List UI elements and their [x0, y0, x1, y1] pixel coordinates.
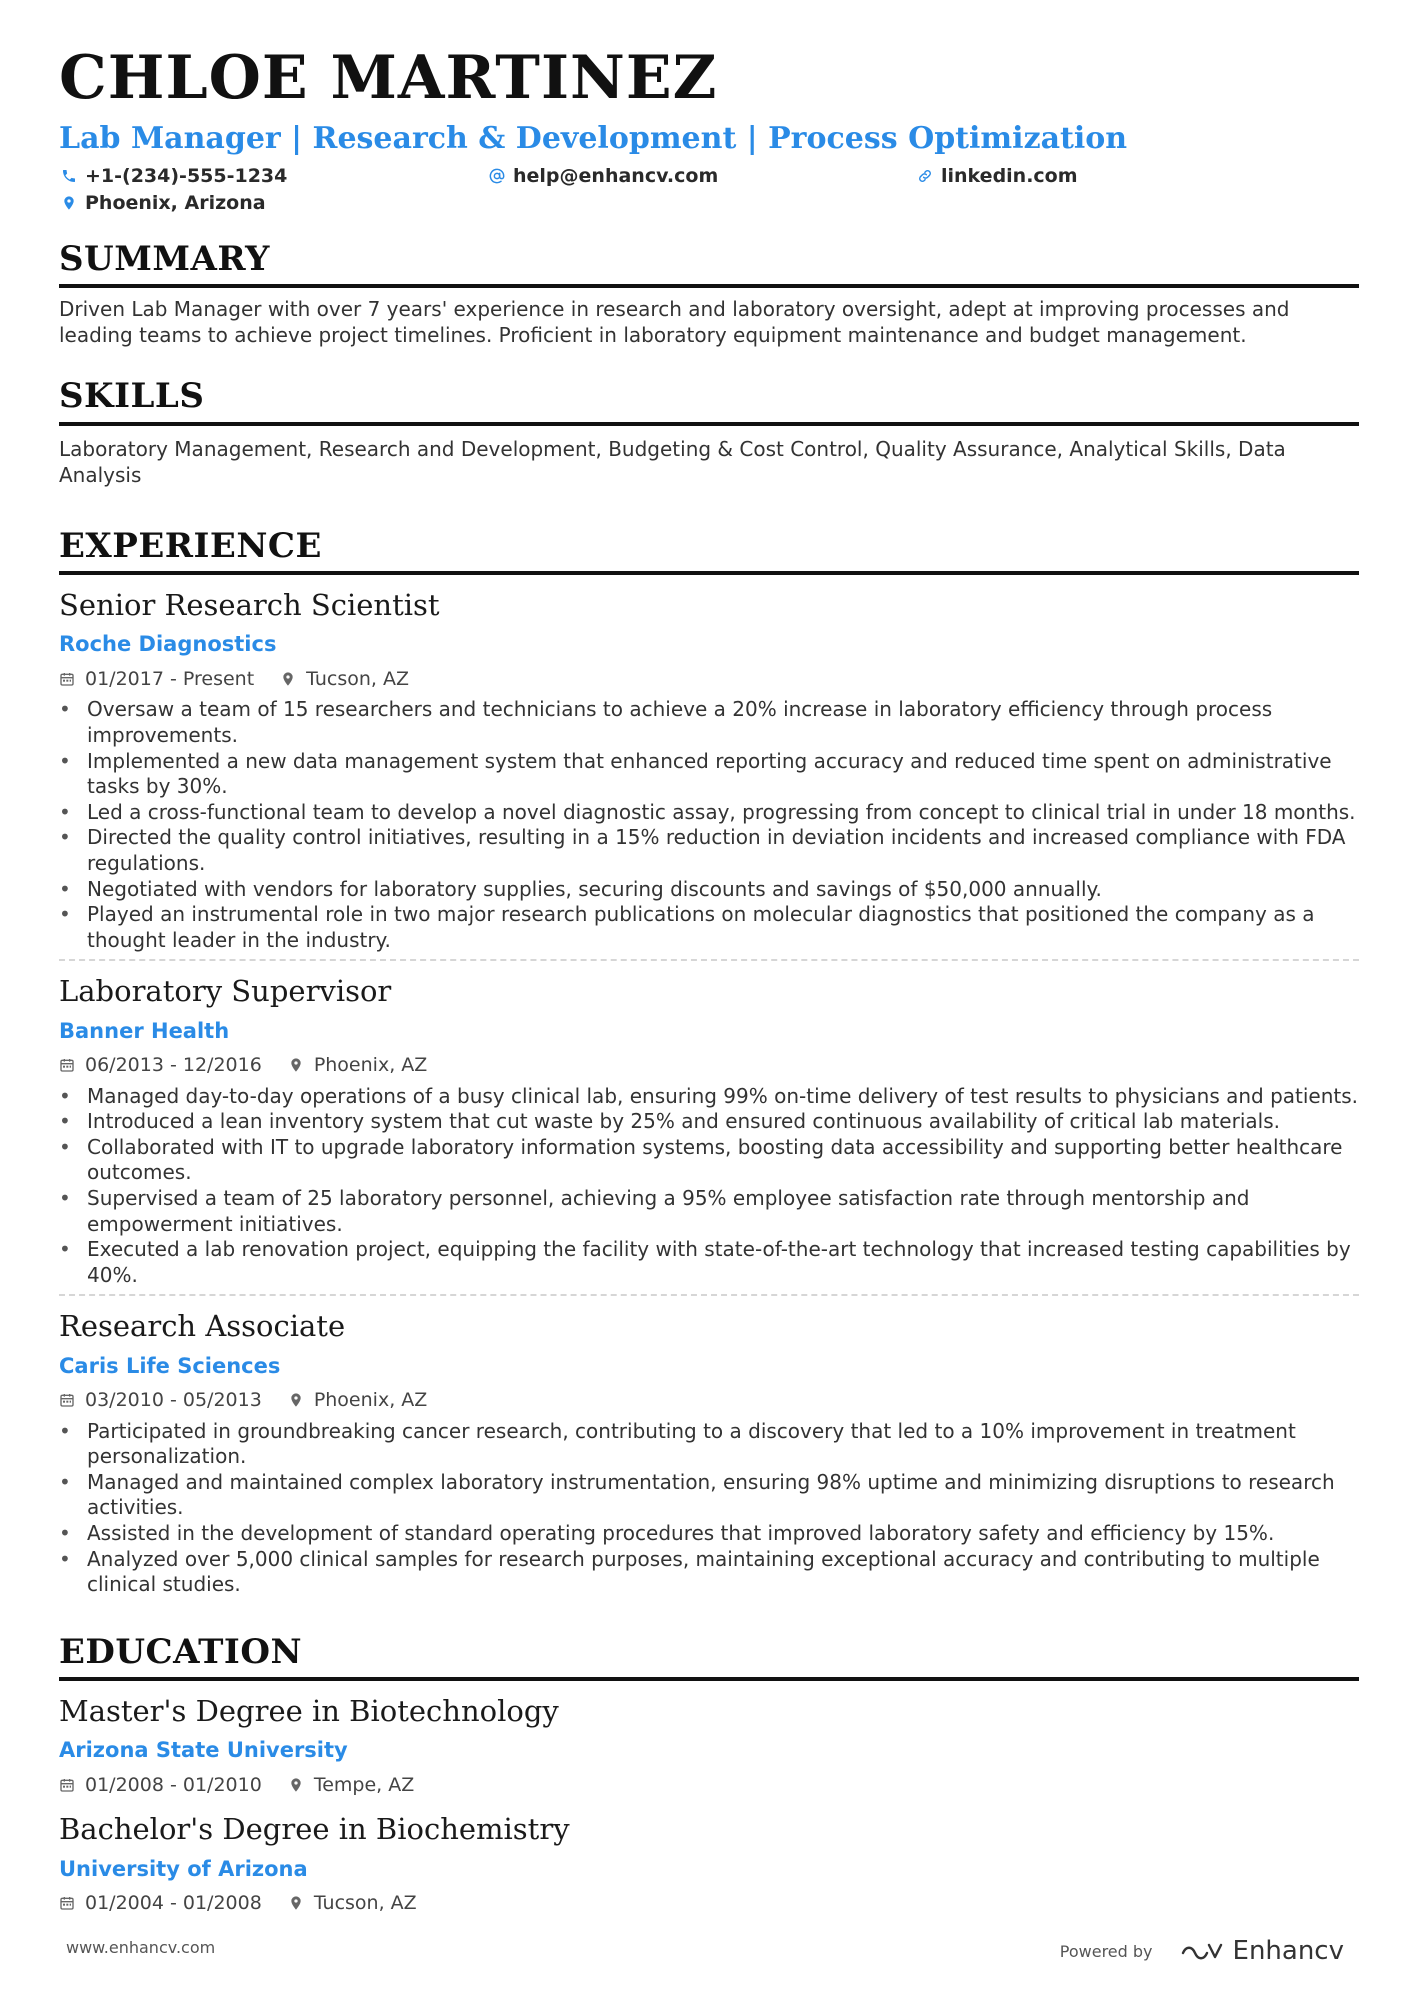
- job-location: [288, 1053, 427, 1078]
- education-meta: [59, 1891, 1359, 1916]
- bullet-item: • Supervised a team of 25 laboratory personnel, achieving a 95% employee satisfaction rate through mentorship and empowerment initiatives.: [59, 1186, 1359, 1237]
- education-heading: EDUCATION: [59, 1631, 303, 1672]
- education-location: [288, 1773, 414, 1798]
- footer-website[interactable]: www.enhancv.com: [66, 1938, 216, 1957]
- location-pin-icon: [288, 1057, 304, 1073]
- job-meta: [59, 1388, 1359, 1413]
- contact-linkedin[interactable]: [917, 165, 1078, 187]
- section-divider: [59, 571, 1359, 575]
- job-dates-text: 01/2017 - Present: [85, 667, 255, 690]
- education-dates: [59, 1891, 262, 1916]
- calendar-icon: [59, 1392, 75, 1408]
- contact-info: [59, 161, 1359, 217]
- job-location-text: Phoenix, AZ: [313, 1388, 428, 1411]
- degree-title: Bachelor's Degree in Biochemistry: [59, 1812, 570, 1847]
- experience-heading: EXPERIENCE: [59, 525, 322, 566]
- email-text: help@enhancv.com: [513, 165, 719, 187]
- education-location: [288, 1891, 417, 1916]
- phone-icon: [61, 168, 77, 184]
- education-location-text: Tucson, AZ: [313, 1891, 417, 1914]
- skills-text: Laboratory Management, Research and Development, Budgeting & Cost Control, Quality Assurance, Analytical Skills, Data Analysis: [59, 436, 1286, 487]
- enhancv-brand-text: Enhancv: [1232, 1936, 1344, 1966]
- candidate-headline: Lab Manager | Research & Development | Process Optimization: [59, 121, 1128, 156]
- education-dates-text: 01/2004 - 01/2008: [85, 1891, 262, 1914]
- location-pin-icon: [288, 1895, 304, 1911]
- job-location-text: Tucson, AZ: [306, 667, 410, 690]
- job-location: [280, 667, 409, 692]
- summary-heading: SUMMARY: [59, 239, 270, 279]
- location-text: Phoenix, Arizona: [85, 192, 266, 214]
- bullet-item: • Negotiated with vendors for laboratory supplies, securing discounts and savings of $50,000 annually.: [59, 877, 1359, 903]
- job-title: Senior Research Scientist: [59, 588, 440, 623]
- job-dates: [59, 667, 254, 692]
- bullet-item: • Participated in groundbreaking cancer research, contributing to a discovery that led to a 10% improvement in treatment personalization.: [59, 1419, 1359, 1470]
- experience-entry: [59, 1308, 1359, 1597]
- school-name: University of Arizona: [59, 1856, 308, 1881]
- footer: [66, 1936, 1344, 1966]
- education-entry: [59, 1811, 1359, 1915]
- company-name: Roche Diagnostics: [59, 632, 277, 657]
- bullet-item: • Assisted in the development of standard operating procedures that improved laboratory safety and efficiency by 15%.: [59, 1521, 1359, 1547]
- job-dates-text: 03/2010 - 05/2013: [85, 1388, 262, 1411]
- education-dates-text: 01/2008 - 01/2010: [85, 1773, 262, 1796]
- bullet-item: • Introduced a lean inventory system that cut waste by 25% and ensured continuous availability of critical lab materials.: [59, 1109, 1359, 1135]
- enhancv-logo-icon: [1179, 1939, 1225, 1963]
- experience-entry: [59, 587, 1359, 961]
- calendar-icon: [59, 1777, 75, 1793]
- bullet-item: • Managed and maintained complex laboratory instrumentation, ensuring 98% uptime and minimizing disruptions to research activities.: [59, 1470, 1359, 1521]
- section-divider: [59, 1677, 1359, 1681]
- link-icon: [917, 168, 933, 184]
- location-pin-icon: [280, 671, 296, 687]
- resume-page: [59, 43, 1359, 1916]
- degree-title: Master's Degree in Biotechnology: [59, 1694, 559, 1729]
- bullet-item: • Led a cross-functional team to develop a novel diagnostic assay, progressing from concept to clinical trial in under 18 months.: [59, 800, 1359, 826]
- company-name: Banner Health: [59, 1018, 230, 1043]
- calendar-icon: [59, 1895, 75, 1911]
- job-meta: [59, 667, 1359, 692]
- section-divider: [59, 284, 1359, 288]
- bullet-item: • Executed a lab renovation project, equipping the facility with state-of-the-art technology that increased testing capabilities by 40%.: [59, 1237, 1359, 1288]
- job-bullets: [59, 697, 1359, 953]
- calendar-icon: [59, 671, 75, 687]
- job-title: Laboratory Supervisor: [59, 974, 392, 1009]
- enhancv-logo[interactable]: [1179, 1936, 1344, 1966]
- location-pin-icon: [61, 195, 77, 211]
- location-pin-icon: [288, 1777, 304, 1793]
- bullet-item: • Collaborated with IT to upgrade laboratory information systems, boosting data accessibility and supporting better healthcare outcomes.: [59, 1135, 1359, 1186]
- job-meta: [59, 1053, 1359, 1078]
- experience-section: [59, 525, 1359, 1598]
- phone-text: +1-(234)-555-1234: [85, 165, 288, 187]
- entry-divider: [59, 959, 1359, 961]
- entry-divider: [59, 1294, 1359, 1296]
- powered-by-text: Powered by: [1059, 1941, 1153, 1961]
- calendar-icon: [59, 1057, 75, 1073]
- footer-branding: [1060, 1936, 1344, 1966]
- education-entry: [59, 1693, 1359, 1797]
- contact-location: [61, 192, 266, 214]
- education-meta: [59, 1773, 1359, 1798]
- contact-email[interactable]: [489, 165, 718, 187]
- summary-section: [59, 241, 1359, 348]
- bullet-item: • Played an instrumental role in two major research publications on molecular diagnostics that positioned the company as a thought leader in the industry.: [59, 902, 1359, 953]
- school-name: Arizona State University: [59, 1738, 348, 1763]
- skills-heading: SKILLS: [59, 376, 205, 417]
- linkedin-text: linkedin.com: [941, 165, 1078, 187]
- at-sign-icon: [489, 168, 505, 184]
- bullet-item: • Managed day-to-day operations of a busy clinical lab, ensuring 99% on-time delivery of test results to physicians and patients.: [59, 1084, 1359, 1110]
- experience-entry: [59, 973, 1359, 1296]
- job-dates: [59, 1053, 262, 1078]
- job-location-text: Phoenix, AZ: [313, 1053, 428, 1076]
- education-dates: [59, 1773, 262, 1798]
- job-dates: [59, 1388, 262, 1413]
- education-section: [59, 1631, 1359, 1916]
- bullet-item: • Analyzed over 5,000 clinical samples for research purposes, maintaining exceptional accuracy and contributing to multiple clinical studies.: [59, 1547, 1359, 1598]
- bullet-item: • Implemented a new data management system that enhanced reporting accuracy and reduced time spent on administrative tasks by 30%.: [59, 749, 1359, 800]
- job-dates-text: 06/2013 - 12/2016: [85, 1053, 262, 1076]
- job-title: Research Associate: [59, 1309, 346, 1344]
- job-bullets: [59, 1084, 1359, 1289]
- company-name: Caris Life Sciences: [59, 1353, 281, 1378]
- education-location-text: Tempe, AZ: [313, 1773, 415, 1796]
- contact-phone[interactable]: [61, 165, 287, 187]
- skills-section: [59, 378, 1359, 487]
- summary-text: Driven Lab Manager with over 7 years' experience in research and laboratory oversight, adept at improving processes and leading teams to achieve project timelines. Proficient in laboratory equipment maintenance and budget management.: [59, 297, 1290, 348]
- bullet-item: • Oversaw a team of 15 researchers and technicians to achieve a 20% increase in laboratory efficiency through process improvements.: [59, 697, 1359, 748]
- candidate-name: CHLOE MARTINEZ: [59, 43, 718, 113]
- location-pin-icon: [288, 1392, 304, 1408]
- section-divider: [59, 422, 1359, 426]
- bullet-item: • Directed the quality control initiatives, resulting in a 15% reduction in deviation incidents and increased compliance with FDA regulations.: [59, 825, 1359, 876]
- job-bullets: [59, 1419, 1359, 1598]
- job-location: [288, 1388, 427, 1413]
